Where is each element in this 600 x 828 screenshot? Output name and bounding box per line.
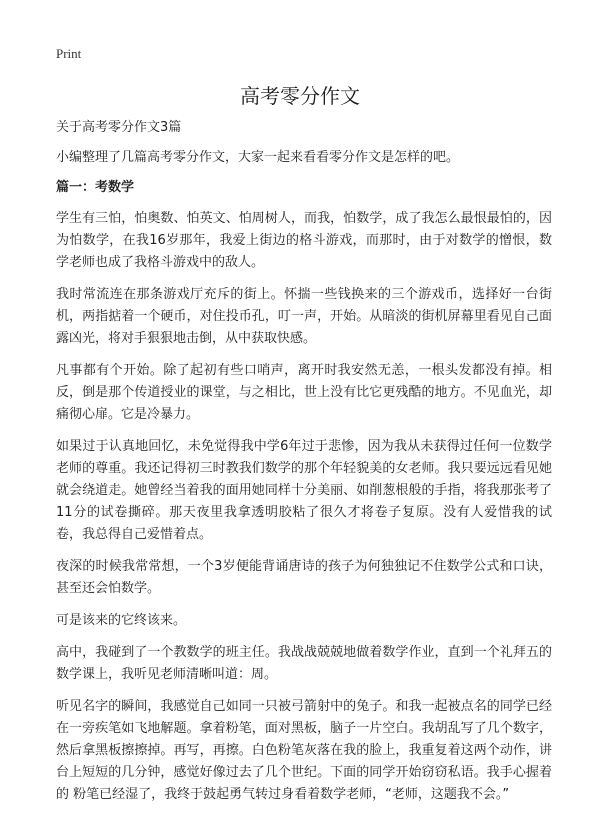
article-intro: 小编整理了几篇高考零分作文，大家一起来看看零分作文是怎样的吧。 xyxy=(56,150,460,165)
article-body xyxy=(56,118,552,816)
paragraph: 我时常流连在那条游戏厅充斥的街上。怀揣一些钱换来的三个游戏币，选择好一台街机，两指掂着一个硬币，对住投币孔，叮一声，开始。从暗淡的街机屏幕里看见自己面露凶光，将对手狠狠地击倒，从中获取快感。 xyxy=(56,287,552,346)
paragraph: 学生有三怕，怕奥数、怕英文、怕周树人，而我，怕数学，成了我怎么最恨最怕的，因为怕数学，在我16岁那年，我爱上街边的格斗游戏，而那时，由于对数学的憎恨，数学老师也成了我格斗游戏中的敌人。 xyxy=(56,211,552,270)
page-title: 高考零分作文 xyxy=(240,84,360,108)
print-link[interactable]: Print xyxy=(56,46,82,61)
paragraph: 夜深的时候我常常想，一个3岁便能背诵唐诗的孩子为何独独记不住数学公式和口诀，甚至还会怕数学。 xyxy=(56,559,552,596)
paragraph: 听见名字的瞬间，我感觉自己如同一只被弓箭射中的兔子。和我一起被点名的同学已经在一旁疾笔如飞地解题。拿着粉笔，面对黑板，脑子一片空白。我胡乱写了几个数字，然后拿黑板擦擦掉。再写，再擦。白色粉笔灰落在我的脸上，我重复着这两个动作，讲台上短短的几分钟，感觉好像过去了几个世纪。下面的同学开始窃窃私语。我手心握着的 粉笔已经湿了，我终于鼓起勇气转过身看着数学老师，“老师，这题我不会。” xyxy=(56,699,552,802)
paragraph: 高中，我碰到了一个教数学的班主任。我战战兢兢地做着数学作业，直到一个礼拜五的数学课上，我听见老师清晰叫道：周。 xyxy=(56,645,552,682)
paragraph: 如果过于认真地回忆，未免觉得我中学6年过于悲惨，因为我从未获得过任何一位数学老师的尊重。我还记得初三时教我们数学的那个年轻貌美的女老师。我只要远远看见她就会绕道走。她曾经当着我的面用她同样十分美丽、如削葱根般的手指，将我那张考了11分的试卷撕碎。那天夜里我拿透明胶粘了很久才将卷子复原。没有人爱惜我的试卷，我总得自己爱惜着点。 xyxy=(56,439,552,542)
paragraph: 可是该来的它终该来。 xyxy=(56,613,187,628)
article-subtitle: 关于高考零分作文3篇 xyxy=(56,120,182,135)
section-heading: 篇一：考数学 xyxy=(56,180,135,195)
paragraph: 凡事都有个开始。除了起初有些口哨声，离开时我安然无恙，一根头发都没有掉。相反，倒是那个传道授业的课堂，与之相比，世上没有比它更残酷的地方。不见血光，却痛彻心扉。它是冷暴力。 xyxy=(56,363,552,422)
